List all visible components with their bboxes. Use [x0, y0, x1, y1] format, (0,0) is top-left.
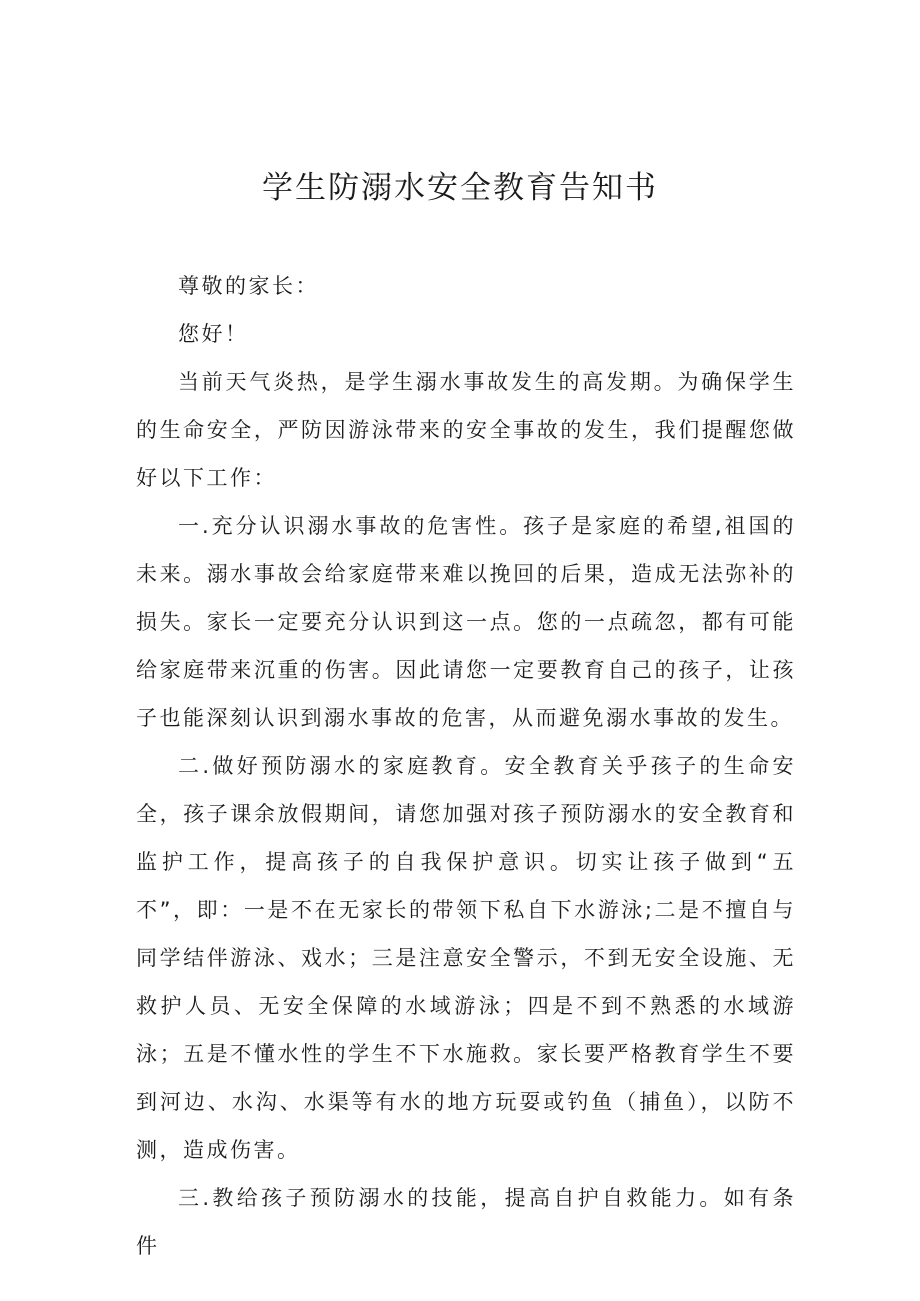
- document-body: [136, 262, 796, 1270]
- document-title: 学生防溺水安全教育告知书: [262, 170, 658, 206]
- paragraph-item-2: 二.做好预防溺水的家庭教育。安全教育关乎孩子的生命安全，孩子课余放假期间，请您加强对孩子预防溺水的安全教育和监护工作，提高孩子的自我保护意识。切实让孩子做到“五不”，即：一是不在无家长的带领下私自下水游泳;二是不擅自与同学结伴游泳、戏水；三是注意安全警示，不到无安全设施、无救护人员、无安全保障的水域游泳；四是不到不熟悉的水域游泳；五是不懂水性的学生不下水施救。家长要严格教育学生不要到河边、水沟、水渠等有水的地方玩耍或钓鱼（捕鱼），以防不测，造成伤害。: [136, 754, 796, 1162]
- salutation: 尊敬的家长：: [178, 274, 319, 298]
- paragraph-item-3: 三.教给孩子预防溺水的技能，提高自护自救能力。如有条件: [136, 1186, 796, 1258]
- paragraph-item-1: 一.充分认识溺水事故的危害性。孩子是家庭的希望,祖国的未来。溺水事故会给家庭带来难以挽回的后果，造成无法弥补的损失。家长一定要充分认识到这一点。您的一点疏忽，都有可能给家庭带来沉重的伤害。因此请您一定要教育自己的孩子，让孩子也能深刻认识到溺水事故的危害，从而避免溺水事故的发生。: [136, 514, 796, 730]
- greeting: 您好！: [178, 322, 249, 346]
- paragraph-intro: 当前天气炎热，是学生溺水事故发生的高发期。为确保学生的生命安全，严防因游泳带来的安全事故的发生，我们提醒您做好以下工作：: [136, 370, 796, 490]
